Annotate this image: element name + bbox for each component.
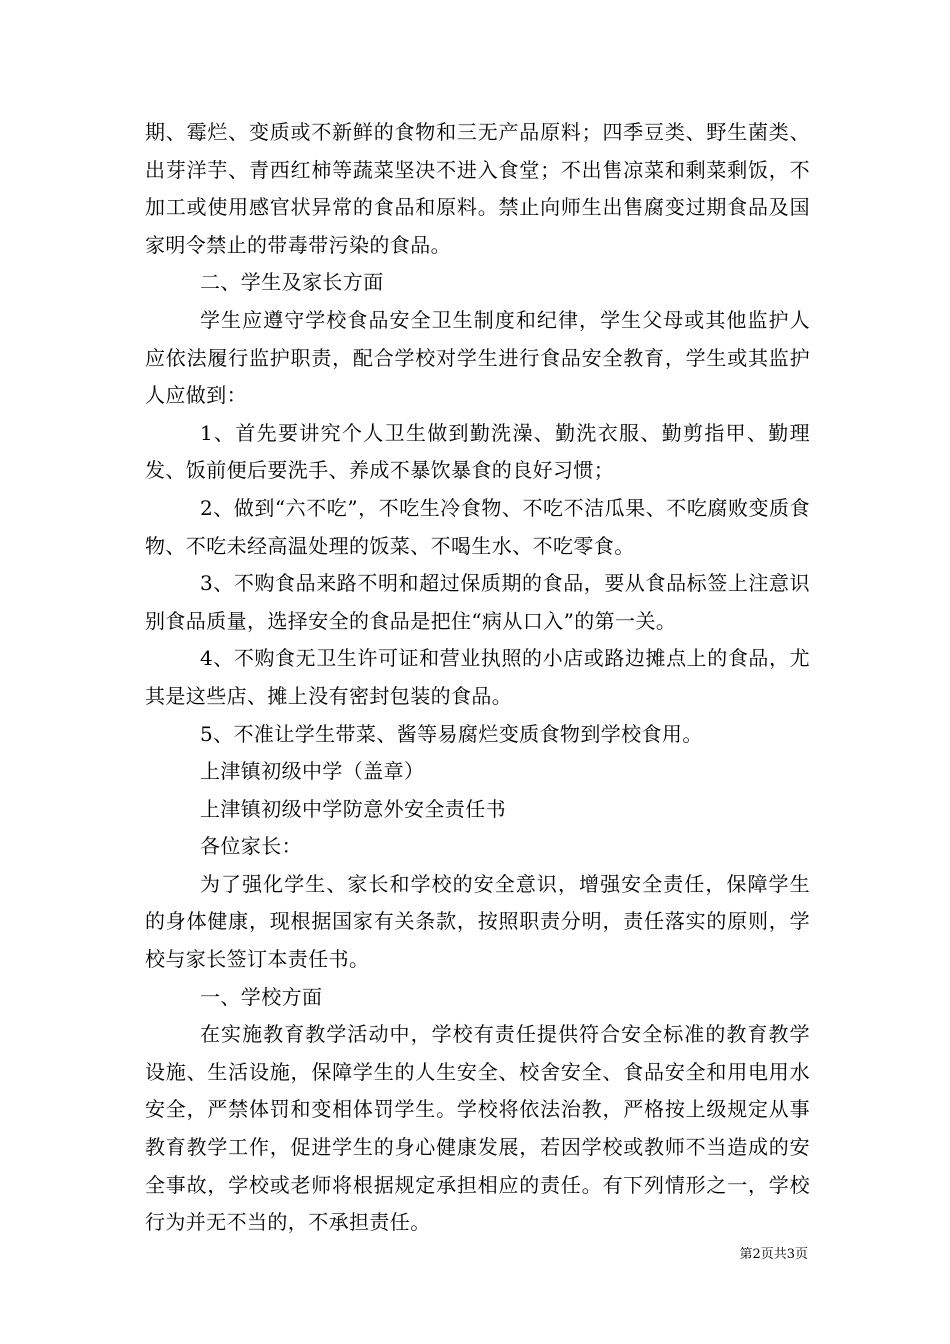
section-heading-students-parents: 二、学生及家长方面	[200, 270, 384, 295]
section-heading-school: 一、学校方面	[200, 984, 323, 1009]
list-item-2-six-dont-eat: 2、做到“六不吃”，不吃生冷食物、不吃不洁瓜果、不吃腐败变质食物、不吃未经高温处理的饭菜、不喝生水、不吃零食。	[145, 495, 810, 558]
list-item-3-food-origin: 3、不购食品来路不明和超过保质期的食品，要从食品标签上注意识别食品质量，选择安全的食品是把住“病从口入”的第一关。	[145, 571, 810, 633]
page-number-footer: 第2页共3页	[739, 1247, 808, 1262]
list-item-4-unlicensed-shops: 4、不购食无卫生许可证和营业执照的小店或路边摊点上的食品，尤其是这些店、摊上没有密封包装的食品。	[145, 646, 810, 708]
list-item-1-hygiene: 1、首先要讲究个人卫生做到勤洗澡、勤洗衣服、勤剪指甲、勤理发、饭前便后要洗手、养成不暴饮暴食的良好习惯；	[145, 420, 810, 483]
paragraph-purpose: 为了强化学生、家长和学校的安全意识，增强安全责任，保障学生的身体健康，现根据国家有关条款，按照职责分明，责任落实的原则，学校与家长签订本责任书。	[145, 871, 810, 972]
school-seal-line: 上津镇初级中学（盖章）	[200, 759, 425, 784]
document-body	[145, 114, 810, 1242]
salutation: 各位家长：	[200, 834, 302, 859]
list-item-5-no-perishables: 5、不准让学生带菜、酱等易腐烂变质食物到学校食用。	[200, 721, 703, 746]
document-title-safety-responsibility: 上津镇初级中学防意外安全责任书	[200, 796, 506, 821]
paragraph-student-duties-intro: 学生应遵守学校食品安全卫生制度和纪律，学生父母或其他监护人应依法履行监护职责，配合学校对学生进行食品安全教育，学生或其监护人应做到：	[145, 307, 810, 408]
paragraph-food-prohibitions: 期、霉烂、变质或不新鲜的食物和三无产品原料；四季豆类、野生菌类、出芽洋芋、青西红柿等蔬菜坚决不进入食堂；不出售凉菜和剩菜剩饭，不加工或使用感官状异常的食品和原料。禁止向师生出售腐变过期食品及国家明令禁止的带毒带污染的食品。	[145, 120, 810, 257]
paragraph-school-duties: 在实施教育教学活动中，学校有责任提供符合安全标准的教育教学设施、生活设施，保障学生的人生安全、校舍安全、食品安全和用电用水安全，严禁体罚和变相体罚学生。学校将依法治教，严格按上级规定从事教育教学工作，促进学生的身心健康发展，若因学校或教师不当造成的安全事故，学校或老师将根据规定承担相应的责任。有下列情形之一，学校行为并无不当的，不承担责任。	[145, 1022, 810, 1235]
